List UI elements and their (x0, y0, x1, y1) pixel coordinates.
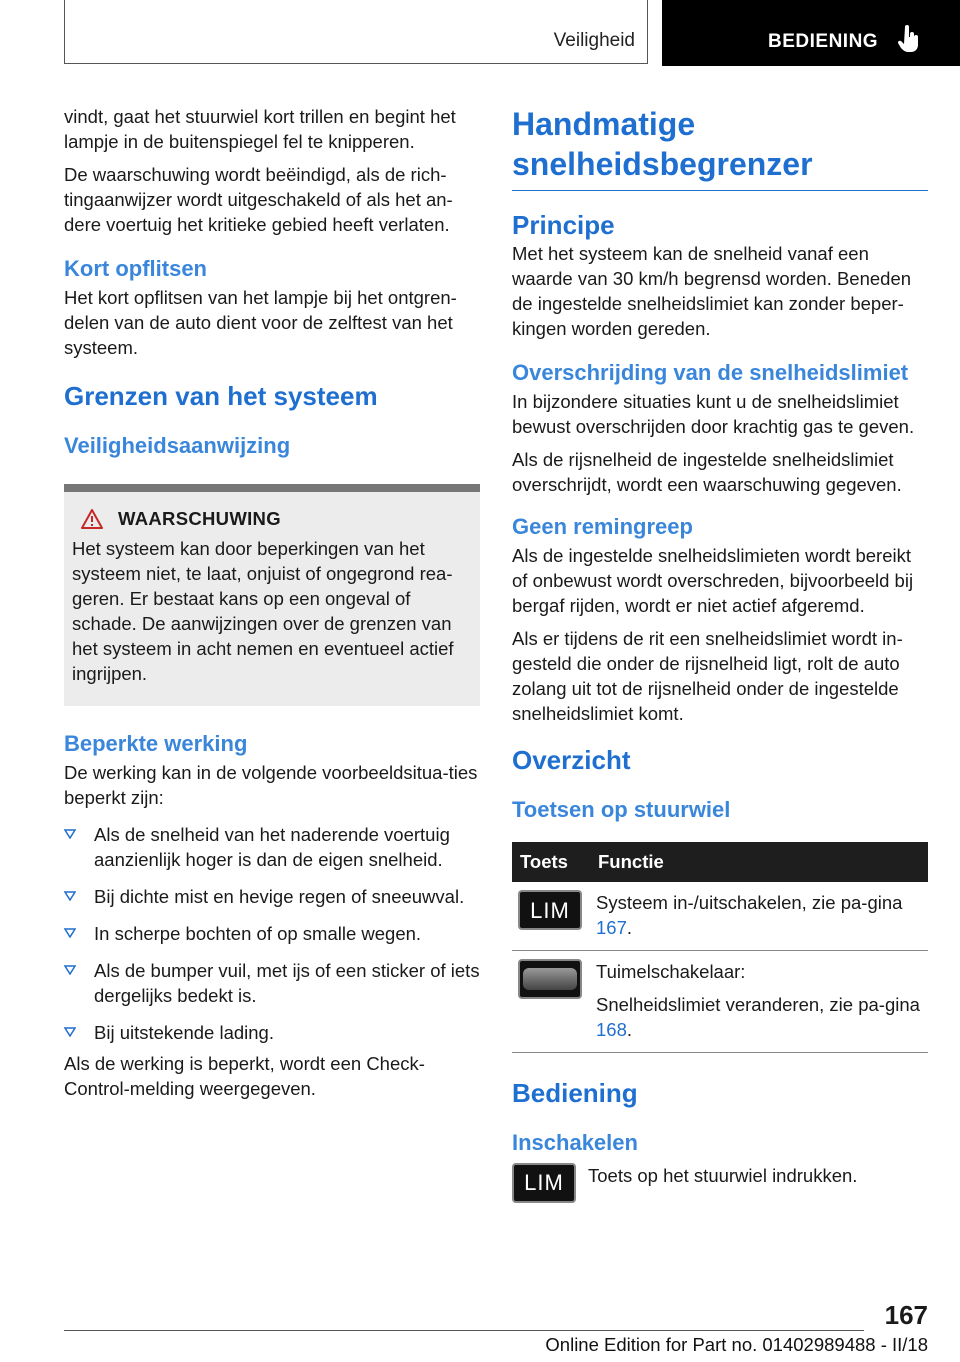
principe-heading: Principe (512, 210, 615, 240)
table-header-row (512, 842, 928, 882)
keys-table (512, 842, 928, 1053)
list-item: Als de snelheid van het naderende voertuig aanzienlijk hoger is dan de eigen snelheid. (64, 822, 480, 872)
footer-edition: Online Edition for Part no. 01402989488 - II/18 (545, 1334, 928, 1355)
intro-paragraph-2: De waarschuwing wordt beëindigd, als de rich-tingaanwijzer wordt uitgeschakeld of als het an-dere voertuig het kritieke gebied heeft verlaten. (64, 164, 453, 235)
row2-function-line1: Tuimelschakelaar: (596, 961, 746, 982)
triangle-bullet-icon (64, 829, 76, 839)
header-chapter-title: BEDIENING (768, 31, 879, 52)
bediening-heading: Bediening (512, 1078, 638, 1108)
principe-text: Met het systeem kan de snelheid vanaf een waarde van 30 km/h begrensd worden. Beneden de ingestelde snelheidslimiet kan zonder beper-kingen worden gereden. (512, 243, 912, 339)
kort-opflitsen-heading: Kort opflitsen (64, 256, 207, 281)
overzicht-heading: Overzicht (512, 745, 631, 775)
row2-function-text: Snelheidslimiet veranderen, zie pa-gina 168. (596, 994, 920, 1040)
kort-opflitsen-text: Het kort opflitsen van het lampje bij het ontgren-delen van de auto dient voor de zelftest van het systeem. (64, 287, 457, 358)
list-item: Als de bumper vuil, met ijs of een sticker of iets dergelijks bedekt is. (64, 958, 480, 1008)
intro-paragraph-1: vindt, gaat het stuurwiel kort trillen en begint het lampje in de buitenspiegel fel te knipperen. (64, 106, 456, 152)
remingreep-heading: Geen remingreep (512, 514, 693, 539)
list-item: Bij uitstekende lading. (64, 1020, 480, 1045)
right-column (512, 104, 928, 1203)
overschrijding-paragraph-1: In bijzondere situaties kunt u de snelheidslimiet bewust overschrijden door krachtig gas te geven. (512, 391, 915, 437)
header-section-title: Veiligheid (553, 30, 635, 51)
inschakelen-text: Toets op het stuurwiel indrukken. (588, 1165, 858, 1186)
lim-button-icon: LIM (512, 1163, 576, 1203)
left-column (64, 104, 480, 1109)
table-header-key: Toets (512, 842, 590, 882)
veiligheidsaanwijzing-heading: Veiligheidsaanwijzing (64, 433, 291, 458)
overschrijding-paragraph-2: Als de rijsnelheid de ingestelde snelheidslimiet overschrijdt, wordt een waarschuwing gegeven. (512, 449, 902, 495)
triangle-bullet-icon (64, 891, 76, 901)
footer-divider (64, 1330, 864, 1331)
warning-text: Het systeem kan door beperkingen van het systeem niet, te laat, onjuist of ongegrond rea-geren. Er bestaat kans op een ongeval of schade. De aanwijzingen over de grenzen van het systeem in acht nemen en eventueel actief ingrijpen. (72, 538, 454, 684)
remingreep-paragraph-2: Als er tijdens de rit een snelheidslimiet wordt in-gesteld die onder de rijsnelheid ligt, rolt de auto zolang uit tot de rijsnelheid onder de ingestelde snelheidslimiet komt. (512, 628, 903, 724)
grenzen-heading: Grenzen van het systeem (64, 381, 378, 411)
beperkte-werking-heading: Beperkte werking (64, 731, 248, 756)
page-number: 167 (884, 1300, 928, 1330)
triangle-bullet-icon (64, 928, 76, 938)
table-row (512, 951, 928, 1053)
inschakelen-heading: Inschakelen (512, 1130, 638, 1155)
beperkte-werking-outro: Als de werking is beperkt, wordt een Check-Control-melding weergegeven. (64, 1053, 425, 1099)
list-item: In scherpe bochten of op smalle wegen. (64, 921, 480, 946)
inschakelen-row (512, 1163, 928, 1203)
warning-box (64, 484, 480, 706)
triangle-bullet-icon (64, 965, 76, 975)
warning-triangle-icon (80, 508, 104, 530)
table-header-function: Functie (590, 842, 928, 882)
triangle-bullet-icon (64, 1027, 76, 1037)
table-row (512, 882, 928, 951)
header-chapter-box (662, 0, 960, 66)
lim-button-icon: LIM (518, 890, 582, 930)
overschrijding-heading: Overschrijding van de snelheidslimiet (512, 360, 909, 385)
remingreep-paragraph-1: Als de ingestelde snelheidslimieten wordt bereikt of onbewust wordt overschreden, bijvoorbeeld bij bergaf rijden, wordt er niet actief afgeremd. (512, 545, 914, 616)
hand-pointer-icon (898, 25, 920, 53)
page-link-167[interactable]: 167 (596, 917, 627, 938)
page-link-168[interactable]: 168 (596, 1019, 627, 1040)
row1-function-text: Systeem in-/uitschakelen, zie pa-gina 167. (596, 892, 903, 938)
toetsen-heading: Toetsen op stuurwiel (512, 797, 731, 822)
list-item: Bij dichte mist en hevige regen of sneeuwval. (64, 884, 480, 909)
header-section-box (64, 0, 648, 64)
beperkte-werking-intro: De werking kan in de volgende voorbeeldsitua-ties beperkt zijn: (64, 762, 478, 808)
page-title: Handmatige snelheidsbegrenzer (512, 104, 928, 191)
limitations-list (64, 822, 480, 1045)
warning-title: WAARSCHUWING (118, 508, 281, 529)
rocker-switch-icon (518, 959, 582, 999)
